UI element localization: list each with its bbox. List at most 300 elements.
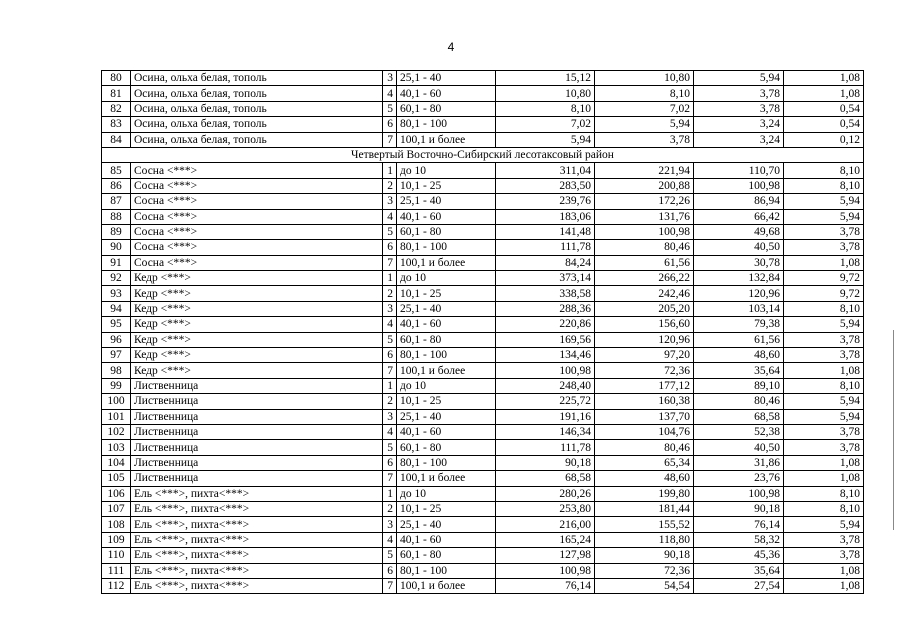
value-cell: 100,98 <box>496 363 595 378</box>
class-cell: 5 <box>383 332 397 347</box>
row-number-cell: 82 <box>102 101 131 116</box>
diameter-range-cell: 25,1 - 40 <box>397 301 496 316</box>
table-row <box>102 332 864 347</box>
species-cell: Кедр <***> <box>131 363 383 378</box>
value-cell: 80,46 <box>595 240 694 255</box>
value-cell: 89,10 <box>694 378 784 393</box>
table-row <box>102 348 864 363</box>
row-number-cell: 102 <box>102 424 131 439</box>
value-cell: 80,46 <box>694 394 784 409</box>
table-row <box>102 455 864 470</box>
table-row <box>102 132 864 147</box>
value-cell: 31,86 <box>694 455 784 470</box>
species-cell: Кедр <***> <box>131 317 383 332</box>
value-cell: 225,72 <box>496 394 595 409</box>
diameter-range-cell: 100,1 и более <box>397 132 496 147</box>
value-cell: 155,52 <box>595 517 694 532</box>
table-row <box>102 409 864 424</box>
class-cell: 6 <box>383 455 397 470</box>
class-cell: 5 <box>383 224 397 239</box>
value-cell: 8,10 <box>595 86 694 101</box>
value-cell: 30,78 <box>694 255 784 270</box>
value-cell: 200,88 <box>595 178 694 193</box>
value-cell: 311,04 <box>496 163 595 178</box>
row-number-cell: 108 <box>102 517 131 532</box>
class-cell: 2 <box>383 394 397 409</box>
value-cell: 35,64 <box>694 563 784 578</box>
value-cell: 216,00 <box>496 517 595 532</box>
value-cell: 61,56 <box>595 255 694 270</box>
class-cell: 3 <box>383 71 397 86</box>
species-cell: Кедр <***> <box>131 332 383 347</box>
species-cell: Осина, ольха белая, тополь <box>131 86 383 101</box>
class-cell: 2 <box>383 501 397 516</box>
value-cell: 373,14 <box>496 271 595 286</box>
value-cell: 5,94 <box>784 317 864 332</box>
value-cell: 183,06 <box>496 209 595 224</box>
table-row <box>102 471 864 486</box>
diameter-range-cell: до 10 <box>397 163 496 178</box>
diameter-range-cell: 80,1 - 100 <box>397 240 496 255</box>
value-cell: 165,24 <box>496 532 595 547</box>
value-cell: 5,94 <box>784 209 864 224</box>
species-cell: Осина, ольха белая, тополь <box>131 71 383 86</box>
value-cell: 5,94 <box>784 194 864 209</box>
row-number-cell: 81 <box>102 86 131 101</box>
table-row <box>102 286 864 301</box>
value-cell: 280,26 <box>496 486 595 501</box>
class-cell: 6 <box>383 240 397 255</box>
species-cell: Осина, ольха белая, тополь <box>131 132 383 147</box>
value-cell: 86,94 <box>694 194 784 209</box>
value-cell: 1,08 <box>784 563 864 578</box>
value-cell: 5,94 <box>595 117 694 132</box>
class-cell: 5 <box>383 548 397 563</box>
value-cell: 100,98 <box>496 563 595 578</box>
value-cell: 49,68 <box>694 224 784 239</box>
page-number: 4 <box>447 40 455 54</box>
value-cell: 111,78 <box>496 240 595 255</box>
district-heading: Четвертый Восточно-Сибирский лесотаксовый район <box>102 147 864 162</box>
value-cell: 58,32 <box>694 532 784 547</box>
table-row <box>102 224 864 239</box>
value-cell: 72,36 <box>595 563 694 578</box>
table-row <box>102 163 864 178</box>
value-cell: 65,34 <box>595 455 694 470</box>
value-cell: 177,12 <box>595 378 694 393</box>
diameter-range-cell: 25,1 - 40 <box>397 517 496 532</box>
value-cell: 3,78 <box>784 348 864 363</box>
value-cell: 181,44 <box>595 501 694 516</box>
diameter-range-cell: 80,1 - 100 <box>397 563 496 578</box>
value-cell: 221,94 <box>595 163 694 178</box>
row-number-cell: 92 <box>102 271 131 286</box>
diameter-range-cell: 10,1 - 25 <box>397 286 496 301</box>
value-cell: 127,98 <box>496 548 595 563</box>
value-cell: 5,94 <box>496 132 595 147</box>
value-cell: 0,12 <box>784 132 864 147</box>
species-cell: Сосна <***> <box>131 240 383 255</box>
table-row <box>102 578 864 593</box>
class-cell: 6 <box>383 348 397 363</box>
value-cell: 110,70 <box>694 163 784 178</box>
species-cell: Кедр <***> <box>131 286 383 301</box>
value-cell: 48,60 <box>595 471 694 486</box>
class-cell: 7 <box>383 363 397 378</box>
class-cell: 7 <box>383 255 397 270</box>
value-cell: 3,78 <box>784 424 864 439</box>
value-cell: 103,14 <box>694 301 784 316</box>
row-number-cell: 99 <box>102 378 131 393</box>
species-cell: Ель <***>, пихта<***> <box>131 501 383 516</box>
row-number-cell: 87 <box>102 194 131 209</box>
diameter-range-cell: 100,1 и более <box>397 471 496 486</box>
table-row <box>102 86 864 101</box>
value-cell: 27,54 <box>694 578 784 593</box>
class-cell: 1 <box>383 163 397 178</box>
diameter-range-cell: 10,1 - 25 <box>397 501 496 516</box>
table-row <box>102 363 864 378</box>
class-cell: 1 <box>383 486 397 501</box>
row-number-cell: 90 <box>102 240 131 255</box>
table-row <box>102 532 864 547</box>
value-cell: 288,36 <box>496 301 595 316</box>
value-cell: 3,78 <box>784 240 864 255</box>
species-cell: Сосна <***> <box>131 224 383 239</box>
table-row <box>102 378 864 393</box>
value-cell: 5,94 <box>694 71 784 86</box>
row-number-cell: 109 <box>102 532 131 547</box>
value-cell: 8,10 <box>784 178 864 193</box>
row-number-cell: 106 <box>102 486 131 501</box>
table-row <box>102 271 864 286</box>
value-cell: 7,02 <box>496 117 595 132</box>
table-body-before <box>102 71 864 148</box>
row-number-cell: 98 <box>102 363 131 378</box>
value-cell: 1,08 <box>784 471 864 486</box>
table-row <box>102 117 864 132</box>
class-cell: 1 <box>383 271 397 286</box>
diameter-range-cell: 25,1 - 40 <box>397 409 496 424</box>
row-number-cell: 80 <box>102 71 131 86</box>
table-row <box>102 501 864 516</box>
species-cell: Лиственница <box>131 424 383 439</box>
value-cell: 283,50 <box>496 178 595 193</box>
species-cell: Ель <***>, пихта<***> <box>131 563 383 578</box>
class-cell: 4 <box>383 209 397 224</box>
diameter-range-cell: 80,1 - 100 <box>397 455 496 470</box>
table-row <box>102 178 864 193</box>
value-cell: 54,54 <box>595 578 694 593</box>
species-cell: Лиственница <box>131 409 383 424</box>
row-number-cell: 95 <box>102 317 131 332</box>
diameter-range-cell: 100,1 и более <box>397 255 496 270</box>
value-cell: 52,38 <box>694 424 784 439</box>
class-cell: 7 <box>383 471 397 486</box>
class-cell: 5 <box>383 101 397 116</box>
row-number-cell: 86 <box>102 178 131 193</box>
row-number-cell: 104 <box>102 455 131 470</box>
row-number-cell: 111 <box>102 563 131 578</box>
value-cell: 48,60 <box>694 348 784 363</box>
row-number-cell: 91 <box>102 255 131 270</box>
value-cell: 66,42 <box>694 209 784 224</box>
value-cell: 3,78 <box>694 86 784 101</box>
class-cell: 7 <box>383 578 397 593</box>
value-cell: 23,76 <box>694 471 784 486</box>
value-cell: 156,60 <box>595 317 694 332</box>
class-cell: 7 <box>383 132 397 147</box>
value-cell: 90,18 <box>595 548 694 563</box>
species-cell: Ель <***>, пихта<***> <box>131 517 383 532</box>
class-cell: 1 <box>383 378 397 393</box>
class-cell: 2 <box>383 178 397 193</box>
value-cell: 9,72 <box>784 286 864 301</box>
diameter-range-cell: 60,1 - 80 <box>397 440 496 455</box>
diameter-range-cell: до 10 <box>397 378 496 393</box>
value-cell: 0,54 <box>784 117 864 132</box>
row-number-cell: 100 <box>102 394 131 409</box>
class-cell: 6 <box>383 117 397 132</box>
row-number-cell: 110 <box>102 548 131 563</box>
value-cell: 242,46 <box>595 286 694 301</box>
value-cell: 8,10 <box>784 163 864 178</box>
species-cell: Сосна <***> <box>131 255 383 270</box>
value-cell: 3,24 <box>694 132 784 147</box>
species-cell: Сосна <***> <box>131 178 383 193</box>
row-number-cell: 112 <box>102 578 131 593</box>
value-cell: 45,36 <box>694 548 784 563</box>
value-cell: 72,36 <box>595 363 694 378</box>
row-number-cell: 107 <box>102 501 131 516</box>
value-cell: 40,50 <box>694 440 784 455</box>
species-cell: Кедр <***> <box>131 301 383 316</box>
value-cell: 141,48 <box>496 224 595 239</box>
diameter-range-cell: 25,1 - 40 <box>397 71 496 86</box>
value-cell: 5,94 <box>784 409 864 424</box>
diameter-range-cell: 40,1 - 60 <box>397 532 496 547</box>
value-cell: 8,10 <box>784 378 864 393</box>
value-cell: 5,94 <box>784 517 864 532</box>
species-cell: Ель <***>, пихта<***> <box>131 578 383 593</box>
value-cell: 84,24 <box>496 255 595 270</box>
table-row <box>102 517 864 532</box>
species-cell: Лиственница <box>131 378 383 393</box>
value-cell: 97,20 <box>595 348 694 363</box>
table-row <box>102 301 864 316</box>
diameter-range-cell: 100,1 и более <box>397 578 496 593</box>
value-cell: 79,38 <box>694 317 784 332</box>
species-cell: Осина, ольха белая, тополь <box>131 117 383 132</box>
class-cell: 3 <box>383 301 397 316</box>
value-cell: 3,78 <box>595 132 694 147</box>
diameter-range-cell: 40,1 - 60 <box>397 317 496 332</box>
table-row <box>102 394 864 409</box>
table-row <box>102 486 864 501</box>
value-cell: 239,76 <box>496 194 595 209</box>
value-cell: 191,16 <box>496 409 595 424</box>
value-cell: 80,46 <box>595 440 694 455</box>
value-cell: 61,56 <box>694 332 784 347</box>
value-cell: 120,96 <box>694 286 784 301</box>
species-cell: Осина, ольха белая, тополь <box>131 101 383 116</box>
value-cell: 8,10 <box>784 301 864 316</box>
class-cell: 3 <box>383 409 397 424</box>
value-cell: 8,10 <box>784 486 864 501</box>
value-cell: 40,50 <box>694 240 784 255</box>
value-cell: 1,08 <box>784 255 864 270</box>
value-cell: 3,78 <box>784 224 864 239</box>
value-cell: 76,14 <box>496 578 595 593</box>
species-cell: Сосна <***> <box>131 209 383 224</box>
class-cell: 3 <box>383 517 397 532</box>
row-number-cell: 89 <box>102 224 131 239</box>
value-cell: 1,08 <box>784 71 864 86</box>
value-cell: 3,78 <box>784 440 864 455</box>
row-number-cell: 97 <box>102 348 131 363</box>
value-cell: 146,34 <box>496 424 595 439</box>
value-cell: 111,78 <box>496 440 595 455</box>
value-cell: 15,12 <box>496 71 595 86</box>
table-row <box>102 548 864 563</box>
diameter-range-cell: 40,1 - 60 <box>397 424 496 439</box>
value-cell: 68,58 <box>496 471 595 486</box>
class-cell: 4 <box>383 424 397 439</box>
diameter-range-cell: 60,1 - 80 <box>397 332 496 347</box>
diameter-range-cell: 25,1 - 40 <box>397 194 496 209</box>
diameter-range-cell: 10,1 - 25 <box>397 178 496 193</box>
table-row <box>102 71 864 86</box>
value-cell: 266,22 <box>595 271 694 286</box>
row-number-cell: 84 <box>102 132 131 147</box>
value-cell: 205,20 <box>595 301 694 316</box>
value-cell: 5,94 <box>784 394 864 409</box>
diameter-range-cell: 100,1 и более <box>397 363 496 378</box>
species-cell: Ель <***>, пихта<***> <box>131 532 383 547</box>
table-row <box>102 101 864 116</box>
table-row <box>102 317 864 332</box>
row-number-cell: 93 <box>102 286 131 301</box>
value-cell: 132,84 <box>694 271 784 286</box>
value-cell: 68,58 <box>694 409 784 424</box>
row-number-cell: 101 <box>102 409 131 424</box>
species-cell: Лиственница <box>131 471 383 486</box>
table-row <box>102 240 864 255</box>
species-cell: Лиственница <box>131 440 383 455</box>
diameter-range-cell: до 10 <box>397 271 496 286</box>
table-body-after <box>102 163 864 594</box>
species-cell: Лиственница <box>131 394 383 409</box>
rates-table <box>101 70 864 594</box>
class-cell: 4 <box>383 86 397 101</box>
class-cell: 3 <box>383 194 397 209</box>
species-cell: Ель <***>, пихта<***> <box>131 548 383 563</box>
table-row <box>102 424 864 439</box>
value-cell: 120,96 <box>595 332 694 347</box>
diameter-range-cell: 80,1 - 100 <box>397 348 496 363</box>
district-row <box>102 147 864 162</box>
value-cell: 104,76 <box>595 424 694 439</box>
value-cell: 3,78 <box>784 548 864 563</box>
value-cell: 3,78 <box>784 332 864 347</box>
value-cell: 76,14 <box>694 517 784 532</box>
value-cell: 118,80 <box>595 532 694 547</box>
species-cell: Сосна <***> <box>131 163 383 178</box>
value-cell: 3,78 <box>784 532 864 547</box>
value-cell: 248,40 <box>496 378 595 393</box>
value-cell: 1,08 <box>784 578 864 593</box>
district-section <box>102 147 864 162</box>
value-cell: 100,98 <box>694 178 784 193</box>
diameter-range-cell: 60,1 - 80 <box>397 101 496 116</box>
value-cell: 172,26 <box>595 194 694 209</box>
value-cell: 169,56 <box>496 332 595 347</box>
value-cell: 137,70 <box>595 409 694 424</box>
scan-edge-mark <box>893 330 894 530</box>
value-cell: 10,80 <box>595 71 694 86</box>
row-number-cell: 88 <box>102 209 131 224</box>
table-row <box>102 563 864 578</box>
species-cell: Кедр <***> <box>131 348 383 363</box>
value-cell: 253,80 <box>496 501 595 516</box>
table-row <box>102 255 864 270</box>
value-cell: 100,98 <box>595 224 694 239</box>
value-cell: 100,98 <box>694 486 784 501</box>
value-cell: 35,64 <box>694 363 784 378</box>
row-number-cell: 103 <box>102 440 131 455</box>
row-number-cell: 96 <box>102 332 131 347</box>
diameter-range-cell: 40,1 - 60 <box>397 86 496 101</box>
species-cell: Сосна <***> <box>131 194 383 209</box>
diameter-range-cell: 10,1 - 25 <box>397 394 496 409</box>
value-cell: 134,46 <box>496 348 595 363</box>
row-number-cell: 105 <box>102 471 131 486</box>
class-cell: 4 <box>383 532 397 547</box>
value-cell: 338,58 <box>496 286 595 301</box>
value-cell: 220,86 <box>496 317 595 332</box>
value-cell: 90,18 <box>496 455 595 470</box>
diameter-range-cell: 60,1 - 80 <box>397 224 496 239</box>
value-cell: 199,80 <box>595 486 694 501</box>
diameter-range-cell: 40,1 - 60 <box>397 209 496 224</box>
table-row <box>102 194 864 209</box>
value-cell: 7,02 <box>595 101 694 116</box>
row-number-cell: 83 <box>102 117 131 132</box>
value-cell: 3,78 <box>694 101 784 116</box>
row-number-cell: 94 <box>102 301 131 316</box>
value-cell: 131,76 <box>595 209 694 224</box>
value-cell: 9,72 <box>784 271 864 286</box>
species-cell: Кедр <***> <box>131 271 383 286</box>
class-cell: 5 <box>383 440 397 455</box>
value-cell: 1,08 <box>784 363 864 378</box>
row-number-cell: 85 <box>102 163 131 178</box>
value-cell: 8,10 <box>784 501 864 516</box>
class-cell: 4 <box>383 317 397 332</box>
species-cell: Ель <***>, пихта<***> <box>131 486 383 501</box>
value-cell: 10,80 <box>496 86 595 101</box>
class-cell: 6 <box>383 563 397 578</box>
value-cell: 0,54 <box>784 101 864 116</box>
diameter-range-cell: 60,1 - 80 <box>397 548 496 563</box>
diameter-range-cell: 80,1 - 100 <box>397 117 496 132</box>
value-cell: 160,38 <box>595 394 694 409</box>
value-cell: 3,24 <box>694 117 784 132</box>
species-cell: Лиственница <box>131 455 383 470</box>
value-cell: 8,10 <box>496 101 595 116</box>
table-row <box>102 209 864 224</box>
value-cell: 90,18 <box>694 501 784 516</box>
